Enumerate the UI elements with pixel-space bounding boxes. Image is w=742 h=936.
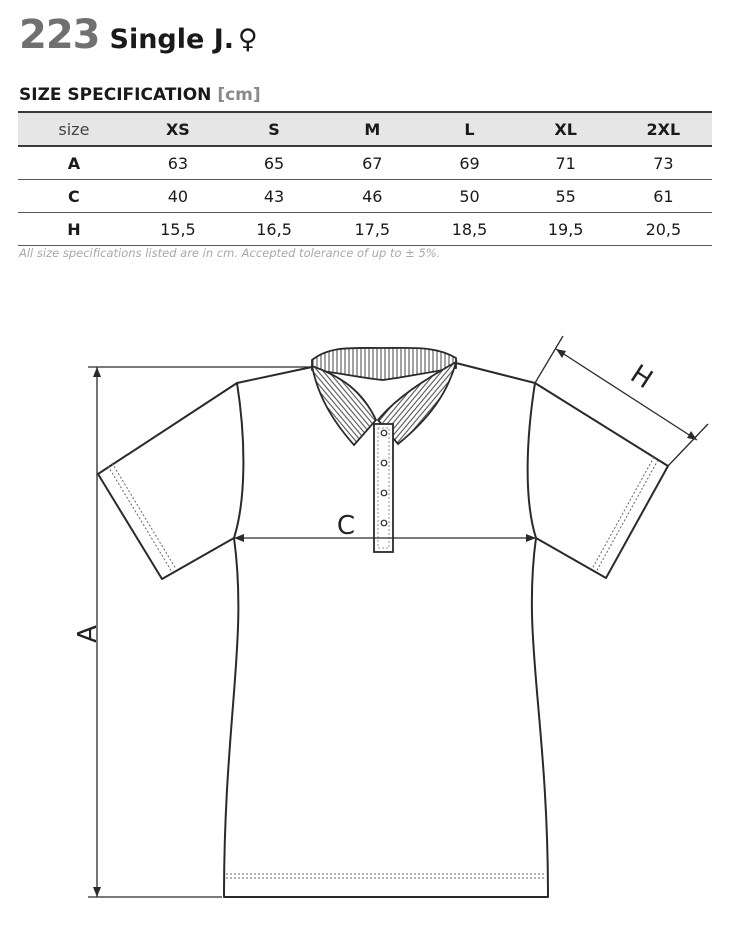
extension-line-h-bottom: [668, 424, 708, 466]
table-cell: 16,5: [256, 219, 292, 239]
button-icon: [381, 460, 387, 466]
table-cell: 65: [263, 153, 285, 173]
column-header: M: [364, 119, 381, 139]
table-cell: 50: [459, 186, 480, 206]
spec-title-text: SIZE SPECIFICATION: [19, 85, 212, 105]
female-symbol-icon: ♀: [238, 24, 258, 55]
left-sleeve-hem-stitch: [108, 466, 172, 572]
column-header: XS: [165, 119, 190, 139]
left-sleeve: [98, 383, 237, 579]
table-cell: 20,5: [645, 219, 682, 239]
table-cell: 43: [263, 186, 285, 206]
button-icon: [381, 490, 387, 496]
arrow-icon: [556, 349, 566, 358]
column-header-size: size: [58, 119, 90, 139]
right-sleeve-hem-stitch: [592, 457, 654, 569]
table-cell: 67: [362, 153, 383, 173]
left-sleeve-hem-stitch: [112, 463, 176, 569]
arrow-icon: [687, 431, 697, 440]
table-cell: 17,5: [354, 219, 391, 239]
table-cell: 40: [167, 186, 189, 206]
tolerance-note: All size specifications listed are in cm. Accepted tolerance of up to ± 5%.: [19, 246, 441, 260]
table-cell: 63: [167, 153, 189, 173]
button-icon: [381, 430, 387, 436]
table-cell: 73: [653, 153, 674, 173]
right-sleeve: [535, 383, 668, 578]
extension-line-h-top: [535, 336, 563, 383]
column-header: S: [268, 119, 280, 139]
table-cell: 18,5: [451, 219, 488, 239]
table-cell: 61: [653, 186, 674, 206]
arrow-down-icon: [93, 887, 101, 897]
dimension-label-a: A: [73, 625, 103, 643]
dimension-label-h: H: [624, 359, 658, 396]
spec-unit: [cm]: [217, 85, 261, 105]
model-number: 223: [19, 12, 100, 58]
row-header: A: [67, 153, 81, 173]
row-header: C: [68, 186, 80, 206]
table-cell: 19,5: [547, 219, 584, 239]
model-name: Single J.: [109, 24, 235, 55]
placket: [374, 424, 393, 552]
table-cell: 15,5: [160, 219, 196, 239]
column-header: L: [464, 119, 475, 139]
dimension-h-line: [556, 349, 697, 440]
arrow-up-icon: [93, 367, 101, 377]
column-header: XL: [554, 119, 577, 139]
right-sleeve-hem-stitch: [596, 460, 658, 572]
table-cell: 55: [555, 186, 576, 206]
row-header: H: [67, 219, 81, 239]
button-icon: [381, 520, 387, 526]
table-cell: 71: [555, 153, 576, 173]
column-header: 2XL: [646, 119, 681, 139]
table-cell: 46: [362, 186, 383, 206]
table-cell: 69: [459, 153, 480, 173]
dimension-label-c: C: [336, 511, 356, 541]
